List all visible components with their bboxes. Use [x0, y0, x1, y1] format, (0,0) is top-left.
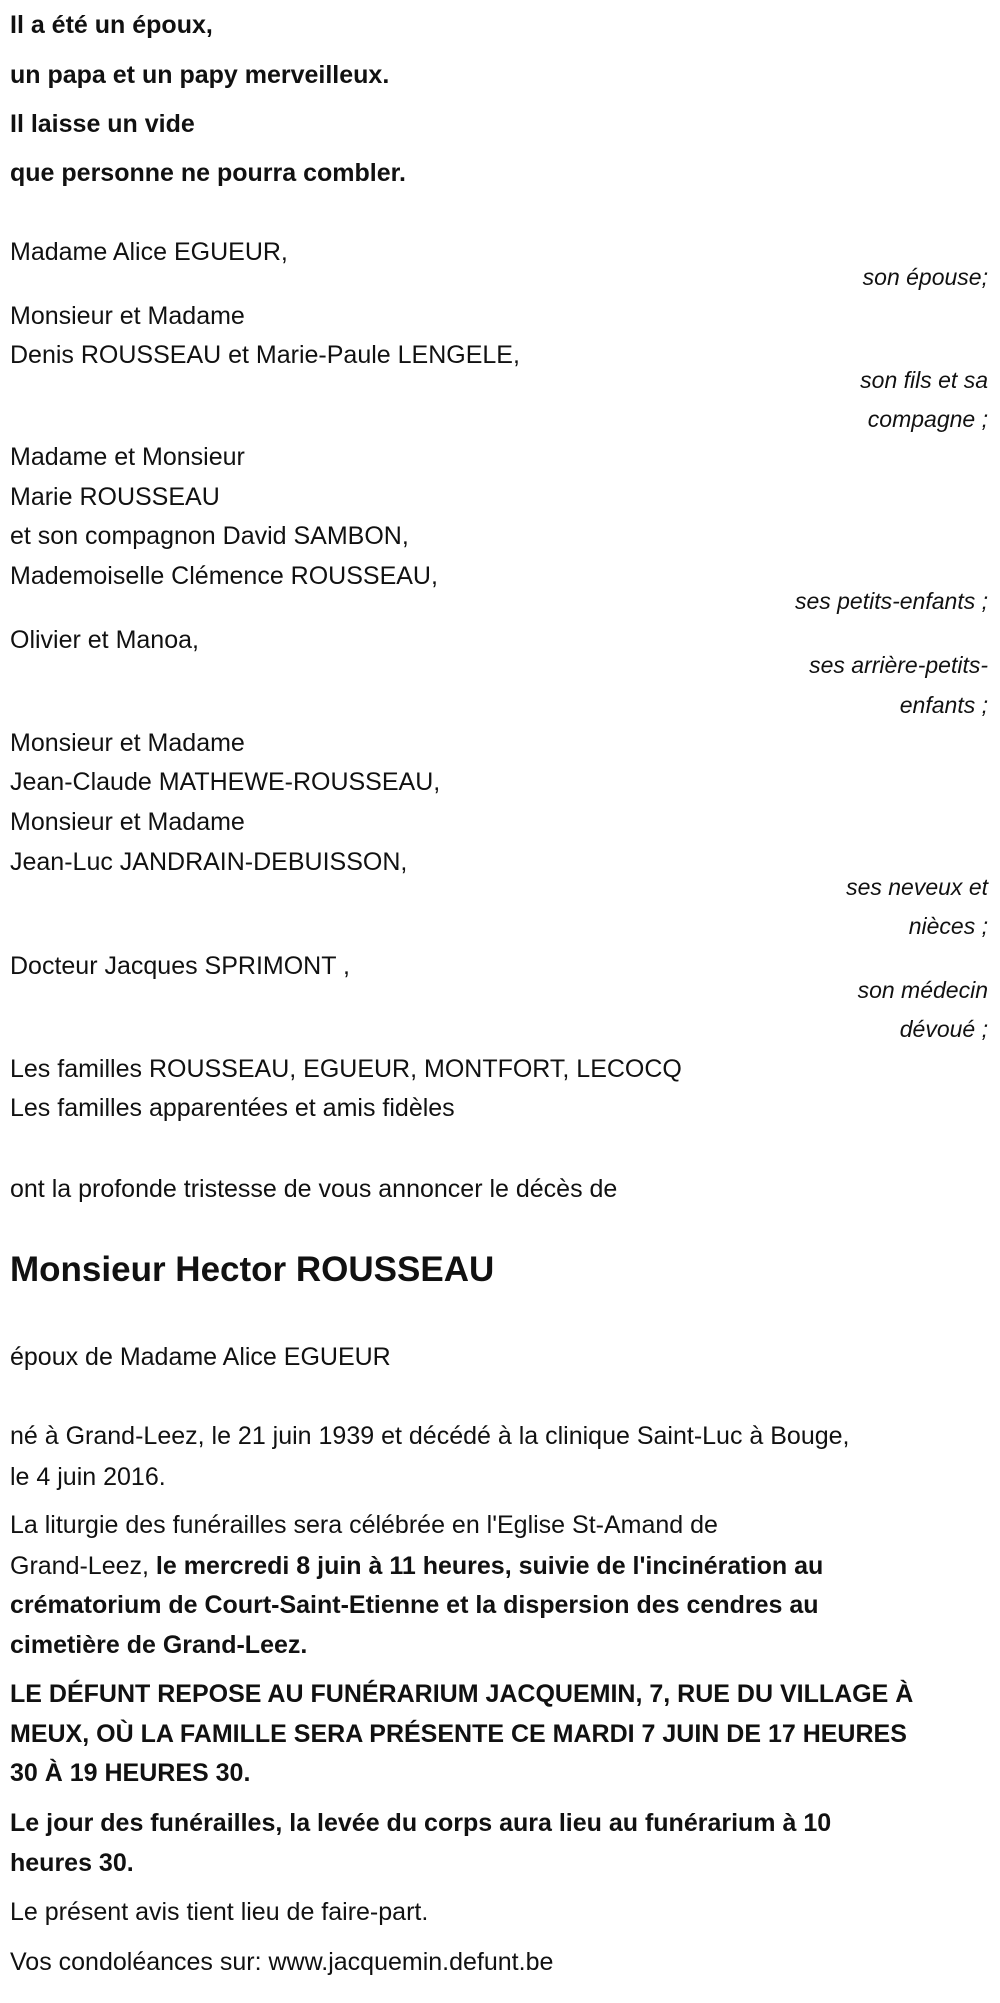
liturgy-line: crématorium de Court-Saint-Etienne et la dispersion des cendres au — [10, 1591, 819, 1619]
family-relation: son médecin — [857, 977, 988, 1003]
liturgy-place: Grand-Leez, — [10, 1552, 156, 1580]
family-name: Jean-Luc JANDRAIN-DEBUISSON, — [10, 848, 408, 876]
family-relation: son fils et sa — [860, 367, 988, 393]
family-name: Mademoiselle Clémence ROUSSEAU, — [10, 562, 438, 590]
family-name: et son compagnon David SAMBON, — [10, 522, 409, 550]
family-name: Olivier et Manoa, — [10, 626, 199, 654]
families-line: Les familles ROUSSEAU, EGUEUR, MONTFORT, LECOCQ — [10, 1055, 682, 1083]
family-name: Denis ROUSSEAU et Marie-Paule LENGELE, — [10, 341, 520, 369]
family-relation: enfants ; — [899, 692, 988, 718]
visitation-line: 30 À 19 HEURES 30. — [10, 1759, 251, 1787]
levee-line: Le jour des funérailles, la levée du corps aura lieu au funérarium à 10 — [10, 1809, 832, 1837]
family-name: Marie ROUSSEAU — [10, 483, 220, 511]
birth-death-line: né à Grand-Leez, le 21 juin 1939 et décédé à la clinique Saint-Luc à Bouge, — [10, 1422, 850, 1450]
poem-line: Il a été un époux, — [10, 11, 213, 39]
family-name: Docteur Jacques SPRIMONT , — [10, 952, 350, 980]
announcement: ont la profonde tristesse de vous annoncer le décès de — [10, 1175, 618, 1203]
family-name: Madame Alice EGUEUR, — [10, 238, 288, 266]
family-name: Monsieur et Madame — [10, 302, 245, 330]
family-name: Monsieur et Madame — [10, 808, 245, 836]
family-relation: compagne ; — [867, 406, 988, 432]
liturgy-date: le mercredi 8 juin à 11 heures, suivie de l'incinération au — [155, 1552, 824, 1580]
birth-death-line: le 4 juin 2016. — [10, 1463, 166, 1491]
visitation-line: MEUX, OÙ LA FAMILLE SERA PRÉSENTE CE MARDI 7 JUIN DE 17 HEURES — [10, 1720, 907, 1748]
liturgy-line: cimetière de Grand-Leez. — [10, 1631, 308, 1659]
levee-line: heures 30. — [10, 1849, 134, 1877]
family-relation: son épouse; — [862, 264, 988, 290]
spouse-line: époux de Madame Alice EGUEUR — [10, 1343, 391, 1371]
families-line: Les familles apparentées et amis fidèles — [10, 1094, 455, 1122]
family-relation: ses arrière-petits- — [809, 652, 988, 678]
family-name: Jean-Claude MATHEWE-ROUSSEAU, — [10, 768, 441, 796]
poem-line: Il laisse un vide — [10, 110, 195, 138]
liturgy-line: La liturgie des funérailles sera célébrée en l'Eglise St-Amand de — [10, 1511, 718, 1539]
condolences-link[interactable]: Vos condoléances sur: www.jacquemin.defunt.be — [10, 1948, 554, 1976]
deceased-name: Monsieur Hector ROUSSEAU — [10, 1250, 495, 1289]
poem-line: un papa et un papy merveilleux. — [10, 61, 390, 89]
family-relation: nièces ; — [908, 913, 988, 939]
poem-line: que personne ne pourra combler. — [10, 159, 406, 187]
notice: Le présent avis tient lieu de faire-part. — [10, 1898, 429, 1926]
family-relation: ses petits-enfants ; — [794, 588, 988, 614]
family-relation: dévoué ; — [899, 1016, 988, 1042]
family-name: Madame et Monsieur — [10, 443, 245, 471]
family-name: Monsieur et Madame — [10, 729, 245, 757]
visitation-line: LE DÉFUNT REPOSE AU FUNÉRARIUM JACQUEMIN, 7, RUE DU VILLAGE À — [10, 1680, 914, 1708]
family-relation: ses neveux et — [846, 874, 988, 900]
liturgy-line — [10, 1551, 823, 1581]
